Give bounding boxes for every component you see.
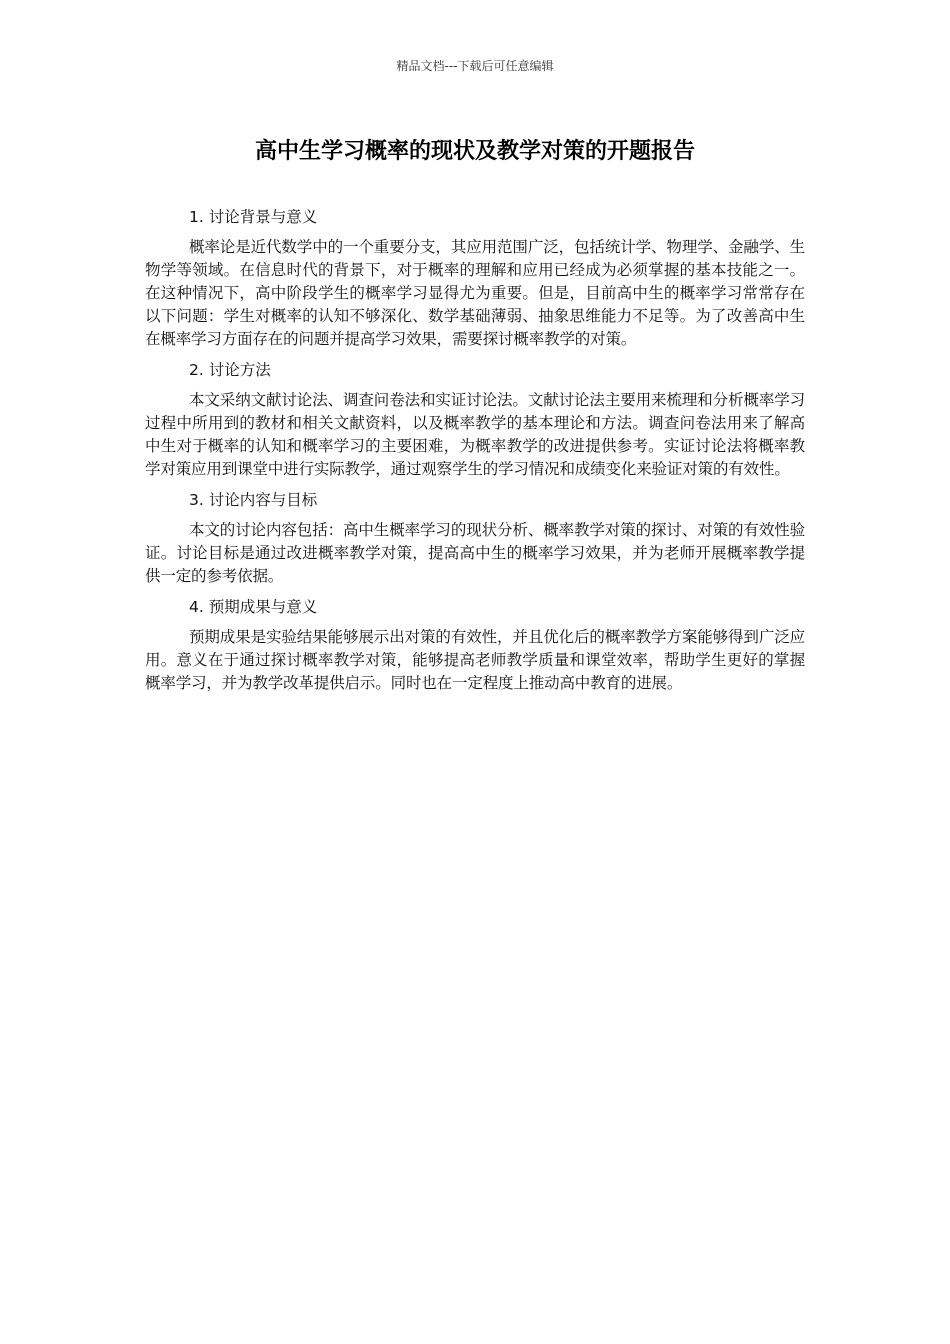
section-body-background: 概率论是近代数学中的一个重要分支，其应用范围广泛，包括统计学、物理学、金融学、生物学等领域。在信息时代的背景下，对于概率的理解和应用已经成为必须掌握的基本技能之一。在这种情况下，高中阶段学生的概率学习显得尤为重要。但是，目前高中生的概率学习常常存在以下问题：学生对概率的认知不够深化、数学基础薄弱、抽象思维能力不足等。为了改善高中生在概率学习方面存在的问题并提高学习效果，需要探讨概率教学的对策。 xyxy=(145,238,805,348)
section-body-expected-results: 预期成果是实验结果能够展示出对策的有效性，并且优化后的概率教学方案能够得到广泛应用。意义在于通过探讨概率教学对策，能够提高老师教学质量和课堂效率，帮助学生更好的掌握概率学习，并为教学改革提供启示。同时也在一定程度上推动高中教育的进展。 xyxy=(145,628,805,692)
section-heading-content-goals: 3. 讨论内容与目标 xyxy=(189,491,318,509)
section-heading-expected-results: 4. 预期成果与意义 xyxy=(189,598,318,616)
section-body-method: 本文采纳文献讨论法、调查问卷法和实证讨论法。文献讨论法主要用来梳理和分析概率学习过程中所用到的教材和相关文献资料，以及概率教学的基本理论和方法。调查问卷法用来了解高中生对于概率的认知和概率学习的主要困难，为概率教学的改进提供参考。实证讨论法将概率教学对策应用到课堂中进行实际教学，通过观察学生的学习情况和成绩变化来验证对策的有效性。 xyxy=(145,391,805,478)
document-title: 高中生学习概率的现状及教学对策的开题报告 xyxy=(254,139,695,164)
section-heading-method: 2. 讨论方法 xyxy=(189,361,271,379)
document-body xyxy=(145,206,805,703)
section-heading-background: 1. 讨论背景与意义 xyxy=(189,208,318,226)
page-header: 精品文档---下载后可任意编辑 xyxy=(396,59,554,73)
section-body-content-goals: 本文的讨论内容包括：高中生概率学习的现状分析、概率教学对策的探讨、对策的有效性验证。讨论目标是通过改进概率教学对策，提高高中生的概率学习效果，并为老师开展概率教学提供一定的参考依据。 xyxy=(145,521,805,585)
